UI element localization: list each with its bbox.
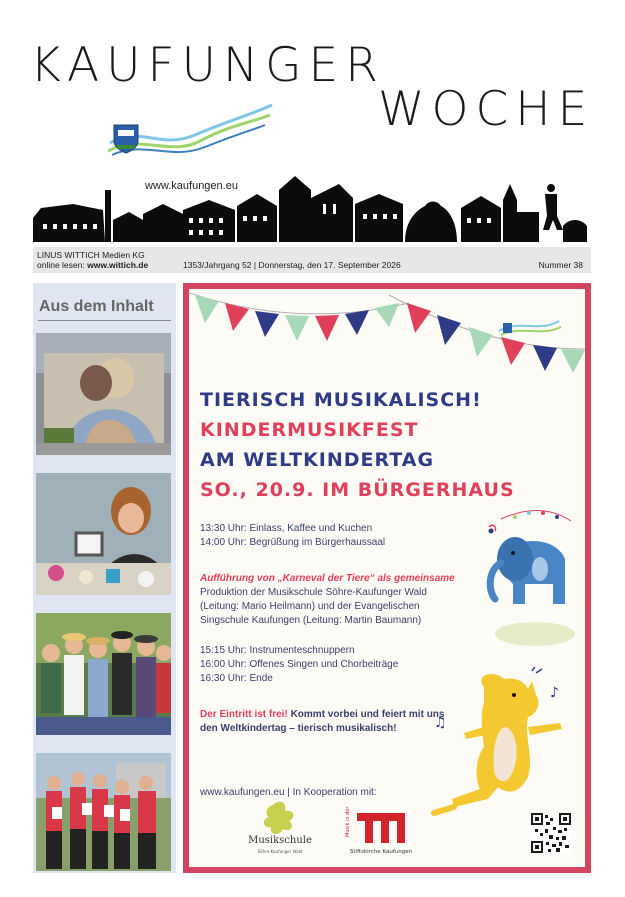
schedule-line: 15:15 Uhr: Instrumenteschnuppern (200, 645, 355, 656)
contents-sidebar (33, 283, 176, 873)
bunting-decoration (189, 289, 585, 389)
schedule-line: 16:00 Uhr: Offenes Singen und Chorbeiträge (200, 659, 399, 670)
kaufungen-logo (100, 95, 280, 165)
musikschule-logo (245, 799, 315, 861)
poster-headline-1: TIERISCH MUSIKALISCH! (200, 389, 482, 411)
certificates-group-photo[interactable] (36, 753, 171, 871)
stiftskirche-logo-label: Stiftskirche Kaufungen (349, 849, 413, 855)
entry-free: Der Eintritt ist frei! (200, 709, 288, 720)
stiftskirche-logo-side: Musik in der (345, 806, 351, 837)
issue-date: 1353/Jahrgang 52 | Donnerstag, den 17. September 2026 (183, 260, 401, 270)
stiftskirche-logo (345, 803, 415, 861)
poster-headline-2: KINDERMUSIKFEST (200, 419, 419, 441)
schedule-line: 13:30 Uhr: Einlass, Kaffee und Kuchen (200, 523, 373, 534)
svg-text:♫: ♫ (434, 715, 447, 731)
online-read-line (37, 260, 148, 270)
elephant-illustration (485, 499, 575, 649)
qr-code[interactable] (531, 813, 571, 853)
poster-content (189, 289, 585, 867)
poster-cooperation: www.kaufungen.eu | In Kooperation mit: (200, 787, 377, 798)
performance-line: Produktion der Musikschule Söhre-Kaufunger Wald (200, 587, 427, 598)
publisher-name: LINUS WITTICH Medien KG (37, 250, 145, 260)
performance-line: (Leitung: Mario Heilmann) und der Evangelischen (200, 601, 420, 612)
mural-photo[interactable] (36, 333, 171, 455)
entry-line: den Weltkindertag – tierisch musikalisch! (200, 723, 397, 734)
cat-illustration (424, 667, 579, 827)
online-read-url[interactable]: www.wittich.de (87, 260, 149, 270)
svg-text:♪: ♪ (550, 685, 559, 701)
issue-number: Nummer 38 (538, 260, 583, 270)
masthead-subtitle: WOCHE (378, 82, 595, 137)
poster-schedule-bottom (200, 644, 398, 686)
entry-invite: Kommt vorbei und feiert mit uns (287, 709, 445, 720)
schedule-line: 14:00 Uhr: Begrüßung im Bürgerhaussaal (200, 537, 386, 548)
contents-heading: Aus dem Inhalt (39, 298, 154, 315)
performance-title: Aufführung von „Karneval der Tiere“ als gemeinsame (200, 573, 455, 584)
poster-entry (200, 708, 444, 736)
issue-info-bar (33, 247, 591, 273)
event-poster[interactable] (183, 283, 591, 873)
craft-workshop-photo[interactable] (36, 473, 171, 595)
schedule-line: 16:30 Uhr: Ende (200, 673, 273, 684)
masthead-title: KAUFUNGER (30, 38, 385, 93)
group-hats-photo[interactable] (36, 613, 171, 735)
poster-headline-4: SO., 20.9. IM BÜRGERHAUS (200, 479, 515, 501)
musikschule-logo-sublabel: Söhre-Kaufunger Wald (257, 849, 303, 854)
website-url[interactable]: www.kaufungen.eu (145, 180, 238, 192)
poster-schedule-top (200, 522, 385, 550)
contents-divider (38, 320, 171, 321)
musikschule-logo-label: Musikschule (248, 835, 312, 846)
poster-performance (200, 572, 455, 628)
town-skyline-silhouette (33, 170, 591, 242)
online-read-label: online lesen: (37, 260, 88, 270)
poster-headline-3: AM WELTKINDERTAG (200, 449, 435, 471)
performance-line: Singschule Kaufungen (Leitung: Martin Baumann) (200, 615, 422, 626)
publisher-block (37, 250, 148, 270)
